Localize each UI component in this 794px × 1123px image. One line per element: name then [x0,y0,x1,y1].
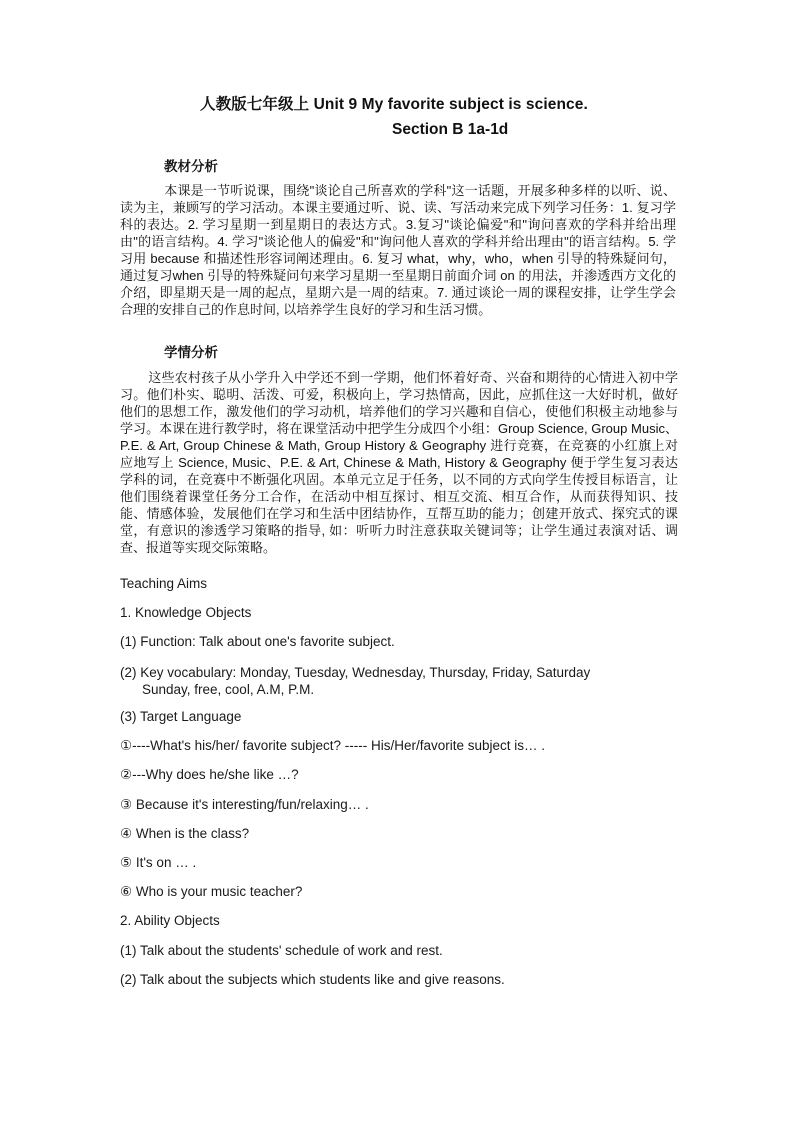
teaching-aims-title: Teaching Aims [120,576,208,591]
function-item: (1) Function: Talk about one's favorite subject. [120,634,395,649]
paragraph-text: 这些农村孩子从小学升入中学还不到一学期，他们怀着好奇、兴奋和期待的心情进入初中学习。他们朴实、聪明、活泼、可爱，积极向上，学习热情高，因此，应抓住这一大好时机，做好他们的思想工作，激发他们的学习动机，培养他们的学习兴趣和自信心，使他们积极主动地参与学习。本课在进行教学时，将在课堂活动中把学生分成四个小组：Group Science, Group Music、P.E. & Art, Group Chinese & Math, Group History & Geography 进行竞赛，在竞赛的小红旗上对应地写上 Science, Music、P.E. & Art, Chinese & Math, History & Geography 便于学生复习表达学科的词，在竞赛中不断强化巩固。本单元立足于任务，以不同的方式向学生传授目标语言，让他们围绕着课堂任务分工合作，在活动中相互探讨、相互交流、相互合作，从而获得知识、技能、情感体验，发展他们在学习和生活中团结协作，互帮互助的能力；创建开放式、探究式的课堂，有意识的渗透学习策略的指导, 如：听听力时注意获取关键词等；让学生通过表演对话、调查、报道等实现交际策略。 [120,370,678,555]
paragraph-text: 本课是一节听说课，围绕"谈论自己所喜欢的学科"这一话题，开展多种多样的以听、说、读为主，兼顾写的学习活动。本课主要通过听、说、读、写活动来完成下列学习任务：1. 复习学科的表达。2. 学习星期一到星期日的表达方式。3.复习"谈论偏爱"和"询问喜欢的学科并给出理由"的语言结构。4. 学习"谈论他人的偏爱"和"询问他人喜欢的学科并给出理由"的语言结构。5. 学习用 because 和描述性形容词阐述理由。6. 复习 what，why，who，when 引导的特殊疑问句，通过复习when 引导的特殊疑问句来学习星期一至星期日前面介词 on 的用法，并渗透西方文化的介绍，即星期天是一周的起点，星期六是一周的结束。7. 通过谈论一周的课程安排，让学生学会合理的安排自己的作息时间, 以培养学生良好的学习和生活习惯。 [120,183,676,317]
target-language-item-1: ①----What's his/her/ favorite subject? ----- His/Her/favorite subject is… . [120,738,546,753]
vocabulary-line-1: (2) Key vocabulary: Monday, Tuesday, Wednesday, Thursday, Friday, Saturday [120,665,591,680]
section-heading-textbook-analysis: 教材分析 [164,159,218,174]
ability-item-1: (1) Talk about the students' schedule of work and rest. [120,943,443,958]
target-language-item-5: ⑤ It's on … . [120,855,197,870]
ability-item-2: (2) Talk about the subjects which students like and give reasons. [120,972,505,987]
target-language-item-4: ④ When is the class? [120,826,250,841]
document-subtitle: Section B 1a-1d [392,121,509,138]
target-language-heading: (3) Target Language [120,709,242,724]
target-language-item-6: ⑥ Who is your music teacher? [120,884,303,899]
textbook-analysis-paragraph [120,182,676,318]
section-heading-student-analysis: 学情分析 [164,345,218,360]
knowledge-objects-heading: 1. Knowledge Objects [120,605,252,620]
student-analysis-paragraph [120,369,678,556]
key-vocabulary-item [120,664,680,698]
target-language-item-3: ③ Because it's interesting/fun/relaxing… . [120,797,369,812]
target-language-item-2: ②---Why does he/she like …? [120,767,299,782]
vocabulary-line-2: Sunday, free, cool, A.M, P.M. [142,682,315,697]
ability-objects-heading: 2. Ability Objects [120,913,220,928]
document-title: 人教版七年级上 Unit 9 My favorite subject is science. [200,96,588,113]
